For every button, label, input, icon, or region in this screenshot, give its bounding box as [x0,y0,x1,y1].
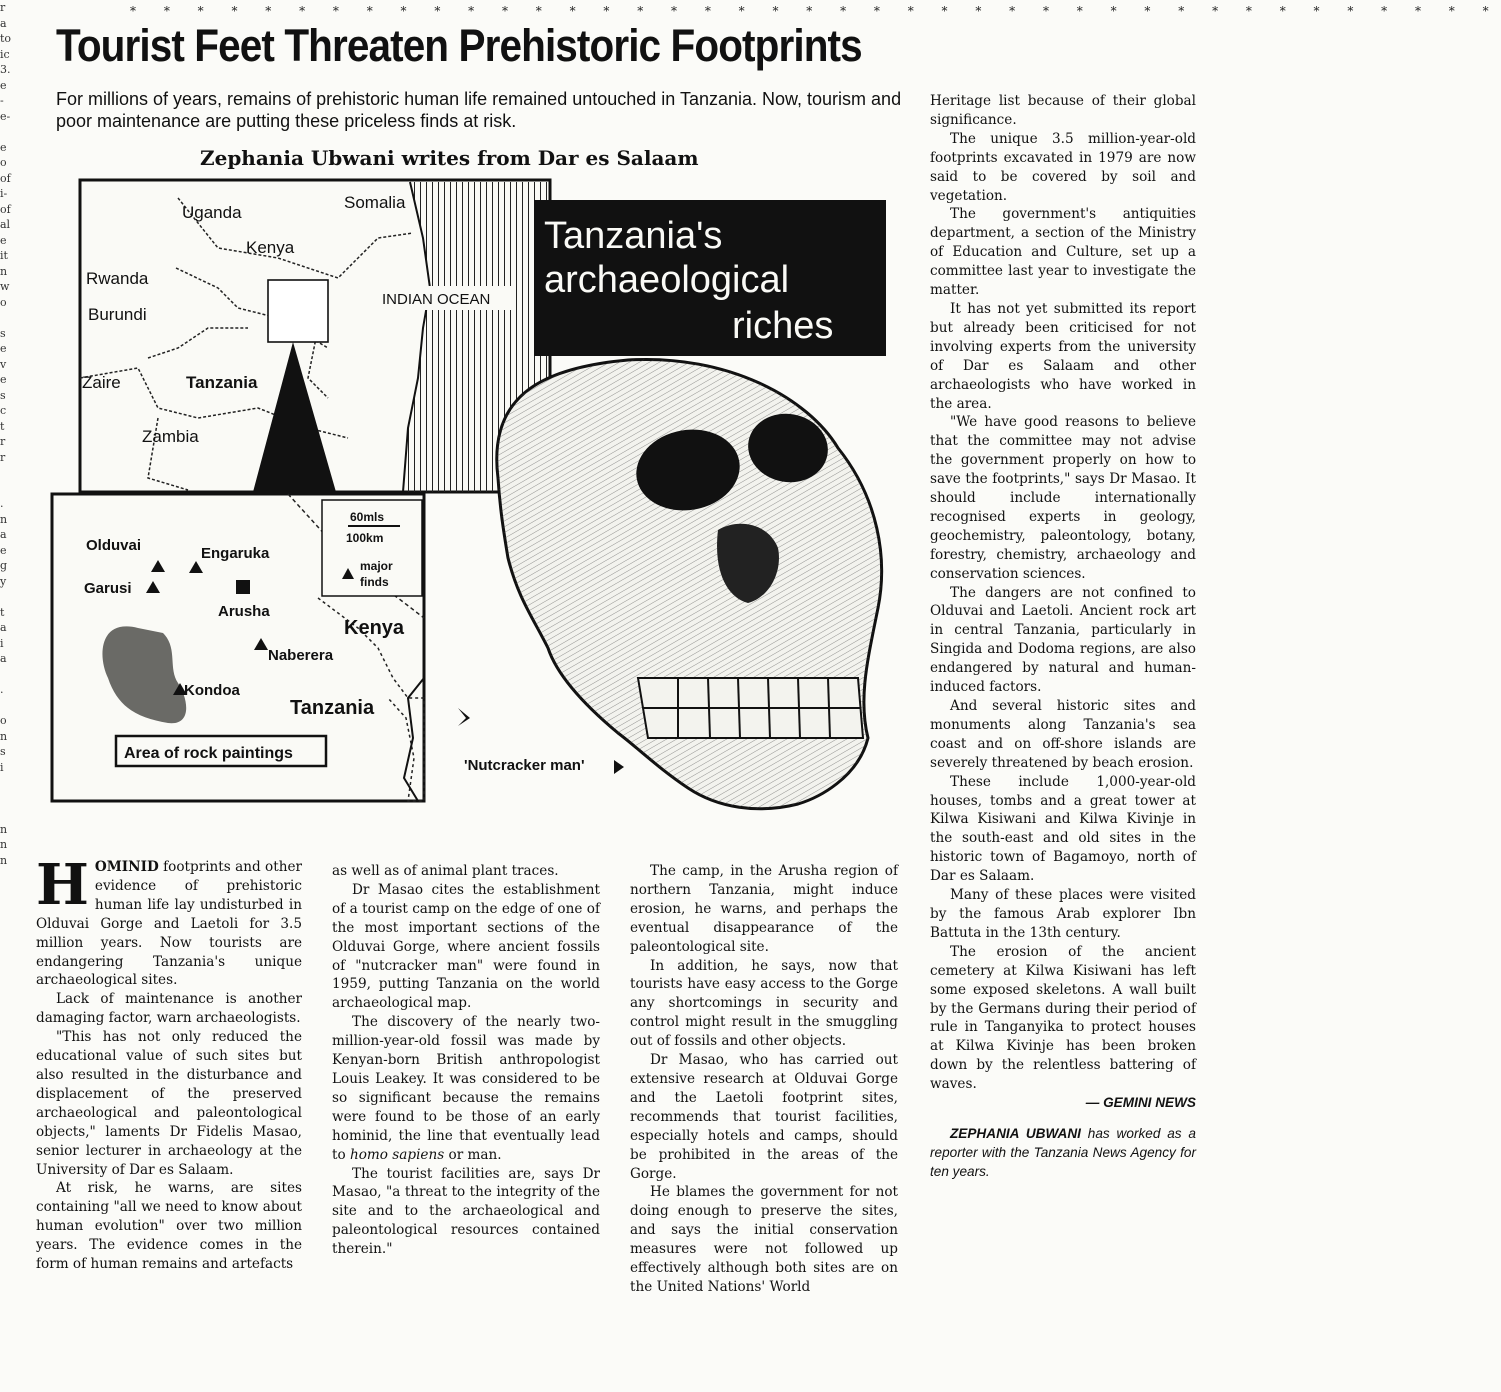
edge-fragment: 3. [0,63,11,76]
column-4 [930,92,1196,1182]
col1-para-1 [36,852,302,990]
col4-para-1: Heritage list because of their global significance. [930,93,1196,128]
edge-fragment: s [0,326,6,340]
edge-fragment: to [0,32,12,45]
headline: Tourist Feet Threaten Prehistoric Footprints [56,20,862,71]
edge-fragment: i [0,636,4,650]
edge-fragment: a [0,528,7,541]
col2-para-3-italic: homo sapiens [349,1146,445,1163]
edge-fragment: r [0,1,6,14]
caption-arrow-icon [614,760,624,774]
edge-fragment: i- [0,187,8,200]
scale-mls: 60mls [350,510,385,524]
edge-fragment: n [0,853,8,867]
edge-fragment: w [0,280,10,293]
edge-fragment: r [0,435,6,448]
column-1 [36,852,302,1274]
inset-locator-box [268,280,328,342]
label-inset-kenya: Kenya [344,617,405,639]
edge-fragment: s [0,388,6,402]
edge-fragment: t [0,419,5,433]
col3-para-2: In addition, he says, now that tourists have easy access to the Gorge any shortcomings in security and control might result in the smuggling out of fossils and other objects. [630,957,898,1050]
edge-fragment: it [0,249,8,262]
edge-fragment [0,791,16,807]
col4-para-9: Many of these places were visited by the famous Arab explorer Ibn Battuta in the 13th century. [930,887,1196,941]
edge-fragment: a [0,16,7,30]
legend-major: major [360,559,393,573]
star-rule: * * * * * * * * * * * * * * * * * * * * * * * * * * * * * * * * * * * * * * * * * [130,4,1501,18]
edge-fragment: ic [0,47,10,61]
edge-fragment [0,775,16,791]
edge-fragment: n [0,729,8,743]
edge-fragment: e [0,342,7,355]
edge-fragment: e [0,140,7,154]
label-inset-tanzania: Tanzania [290,697,375,719]
label-burundi: Burundi [88,305,147,324]
col3-para-4: He blames the government for not doing enough to preserve the sites, and says the initial conservation measures were not followed up effectively although both sites are on the United Nations' World [630,1184,898,1295]
edge-fragment: . [0,683,4,696]
edge-fragment: n [0,264,8,278]
edge-fragment: - [0,94,4,107]
col4-para-4: It has not yet submitted its report but already been criticised for not involving experts from the university of Dar es Salaam and other archaeologists who have worked in the area. [930,300,1196,412]
col1-para-1-text: footprints and other evidence of prehistoric human life lay undisturbed in Olduvai Gorge and Laetoli for 3.5 million years. Now tourists are endangering Tanzania's unique archaeological sites. [36,859,302,989]
column-3 [630,862,898,1297]
site-naberera: Naberera [268,647,334,664]
edge-fragment: of [0,171,11,185]
col3-para-1: The camp, in the Arusha region of northern Tanzania, might induce erosion, he warns, and perhaps the eventual disappearance of the paleontological site. [630,863,898,955]
col4-para-3: The government's antiquities department, a section of the Ministry of Education and Culture, set up a committee last year to investigate the matter. [930,206,1196,299]
col4-para-8: These include 1,000-year-old houses, tombs and a great tower at Kilwa Kisiwani and Kilwa Kivinje in the south-east and old sites in the historic town of Bagamoyo, north of Dar es Salaam. [930,773,1196,885]
edge-fragment: c [0,404,7,417]
edge-fragment: r [0,450,6,464]
label-rock-paintings: Area of rock paintings [124,745,293,762]
col2-para-3-end: or man. [444,1146,502,1163]
label-somalia: Somalia [344,193,406,212]
edge-fragment [0,667,16,683]
edge-fragment: n [0,822,8,836]
edge-fragment: i [0,760,4,774]
label-zambia: Zambia [142,427,199,446]
col4-para-7: And several historic sites and monuments along Tanzania's sea coast and on off-shore islands are severely threatened by beach erosion. [930,698,1196,771]
edge-fragment: o [0,714,7,727]
edge-fragment [0,465,16,481]
edge-fragment: e [0,373,7,386]
edge-fragment: e [0,543,7,557]
label-uganda: Uganda [182,203,242,222]
col4-para-2: The unique 3.5 million-year-old footprints excavated in 1979 are now said to be covered by soil and vegetation. [930,130,1196,204]
edge-fragment: y [0,574,7,588]
edge-fragment: e [0,78,7,92]
site-kondoa: Kondoa [184,682,240,699]
label-zaire: Zaire [82,373,121,392]
col2-para-3-text: The discovery of the nearly two-million-year-old fossil was made by Kenyan-born British anthropologist Louis Leakey. It was considered to be so significant because the remains were found to be those of an early hominid, the line that eventually lead to [332,1014,600,1163]
edge-fragment: a [0,652,7,665]
col4-para-5: "We have good reasons to believe that the committee may not advise the government properly on how to save the footprints," says Dr Masao. It should include internationally recognised experts in geology, geochemistry, paleontology, botany, forestry, chemistry, archaeology and conservation sciences. [930,414,1196,582]
label-rwanda: Rwanda [86,269,149,288]
edge-fragment: t [0,605,5,619]
edge-fragment: s [0,745,6,758]
col2-para-4: The tourist facilities are, says Dr Masao, "a threat to the integrity of the site and to the archaeological and paleontological resources contained therein." [332,1165,600,1258]
lead-word: OMINID [94,859,159,875]
site-garusi: Garusi [84,580,132,597]
edge-fragment: e- [0,109,11,123]
col4-para-10: The erosion of the ancient cemetery at Kilwa Kisiwani has left some exposed skeletons. A wall built by the Germans during their period of rule in Tanganyika to protect houses at Kilwa Kivinje has been broken down by the relentless battering of waves. [930,943,1196,1093]
byline: Zephania Ubwani writes from Dar es Salaam [200,146,699,170]
edge-fragment [0,698,16,714]
col4-para-6: The dangers are not confined to Olduvai and Laetoli. Ancient rock art in central Tanzania, particularly in Singida and Dodoma regions, are also endangered by natural and human-induced factors. [930,584,1196,696]
drop-cap: H [36,852,89,918]
col1-para-4: At risk, he warns, are sites containing "all we need to know about human evolution" over two million years. The evidence comes in the form of human remains and artefacts [36,1180,302,1273]
edge-fragment [0,806,16,822]
edge-fragment [0,310,16,326]
graphic-title-block [534,200,886,356]
legend-finds: finds [360,575,389,589]
author-bio [930,1125,1196,1182]
edge-fragment [0,589,16,605]
column-2 [332,862,600,1259]
edge-fragment: n [0,512,8,526]
regional-map [80,180,550,492]
skull-caption: 'Nutcracker man' [464,757,585,774]
site-engaruka: Engaruka [201,545,270,562]
archaeology-graphic [78,178,890,828]
edge-fragment: al [0,218,11,231]
site-olduvai: Olduvai [86,537,142,554]
col2-para-2: Dr Masao cites the establishment of a tourist camp on the edge of one of the most important sections of the Olduvai Gorge, where ancient fossils of "nutcracker man" were found in 1959, putting Tanzania on the world archaeological map. [332,881,600,1012]
edge-fragment: g [0,559,8,572]
label-kenya: Kenya [246,238,295,257]
graphic-title-line-2: archaeological [544,259,790,301]
edge-fragment: n [0,838,8,851]
graphic-title-line-1: Tanzania's [544,215,723,257]
col2-para-3 [332,1013,600,1164]
col3-para-3: Dr Masao, who has carried out extensive research at Olduvai Gorge and the Laetoli footprint sites, recommends that tourist facilities, especially hotels and camps, should be prohibited in the areas of the Gorge. [630,1052,898,1182]
graphic-title-line-3: riches [732,305,834,347]
signoff: — GEMINI NEWS [1085,1095,1196,1111]
edge-fragment [0,481,16,497]
col1-para-2: Lack of maintenance is another damaging factor, warn archaeologists. [36,991,302,1027]
col1-para-3: "This has not only reduced the educational value of such sites but also resulted in the disturbance and displacement of the preserved archaeological and paleontological objects," laments Dr Fidelis Masao, senior lecturer in archaeology at the University of Dar es Salaam. [36,1029,302,1178]
label-tanzania: Tanzania [186,373,258,392]
site-arusha-marker [236,580,250,594]
col2-para-1: as well as of animal plant traces. [332,863,559,879]
adjacent-column-fragments [0,0,16,1392]
author-bio-name: ZEPHANIA UBWANI [950,1125,1081,1141]
label-indian-ocean: INDIAN OCEAN [382,291,491,308]
author-bio-text: has worked as a reporter with the Tanzania News Agency for ten years. [930,1125,1196,1179]
inset-map [52,494,424,801]
scale-km: 100km [346,531,384,545]
edge-fragment: e [0,233,7,247]
edge-fragment: . [0,497,4,510]
site-arusha: Arusha [218,603,270,620]
edge-fragment: of [0,202,11,216]
edge-fragment: a [0,621,7,634]
edge-fragment [0,124,16,140]
nutcracker-man-skull [458,359,882,808]
edge-fragment: v [0,357,7,371]
edge-fragment: o [0,156,7,169]
edge-fragment: o [0,295,7,309]
deck: For millions of years, remains of prehistoric human life remained untouched in Tanzania. Now, tourism and poor maintenance are putting these priceless finds at risk. [56,89,902,131]
